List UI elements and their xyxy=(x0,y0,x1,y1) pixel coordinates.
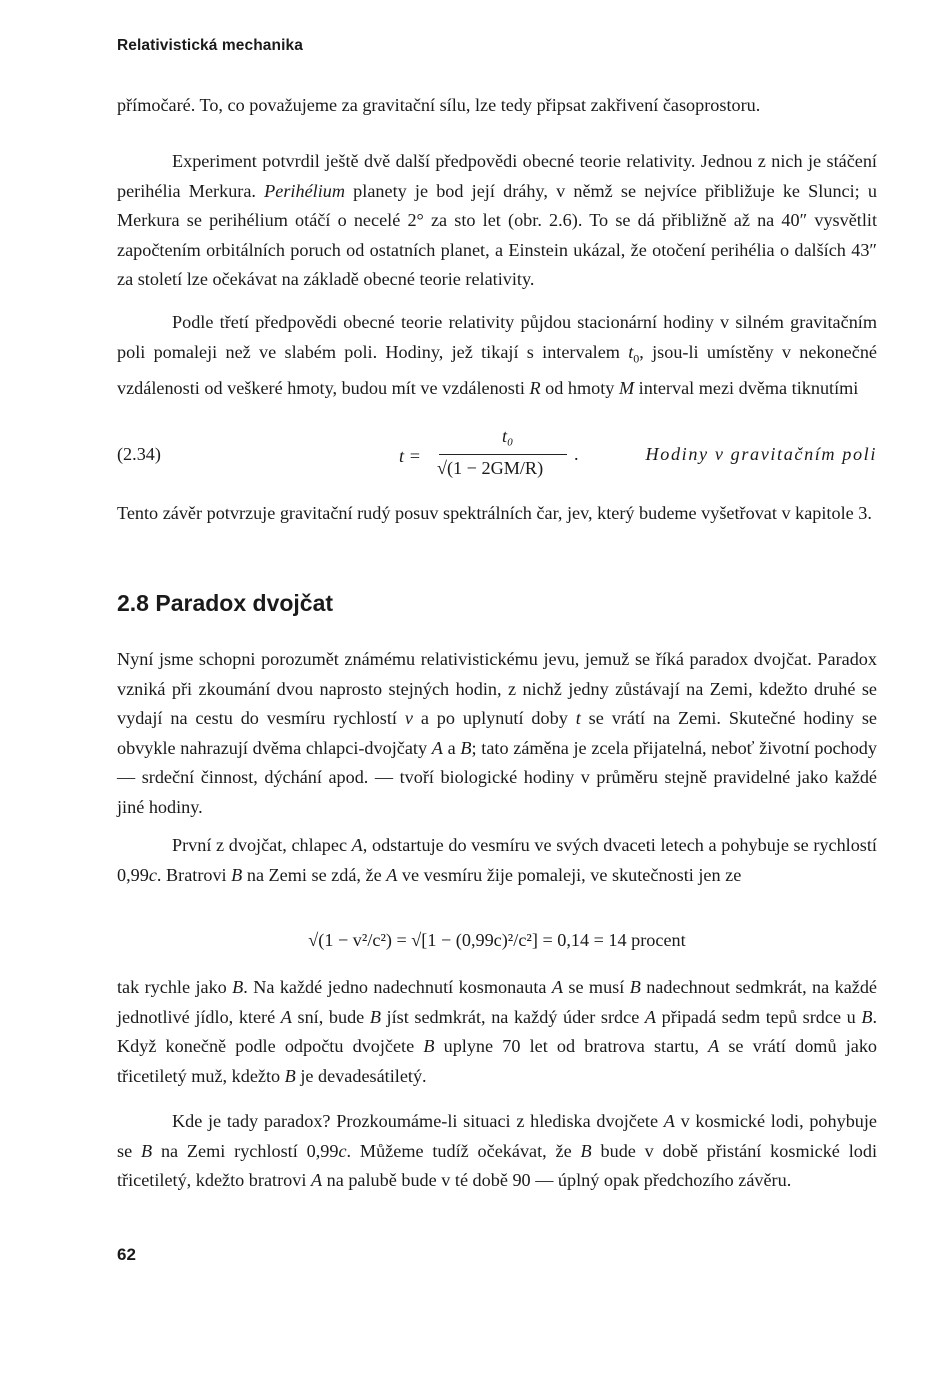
paragraph-4: Tento závěr potvrzuje gravitační rudý posuv spektrálních čar, jev, který budeme vyšetřovat v kapitole 3. xyxy=(117,503,872,523)
equation-number: (2.34) xyxy=(117,444,161,464)
equation-denominator: √(1 − 2GM/R) xyxy=(437,458,544,478)
term-perihelium: Perihélium xyxy=(264,180,345,201)
equation-2-34 xyxy=(117,426,877,494)
paragraph-3: Podle třetí předpovědi obecné teorie relativity půjdou stacionární hodiny v silném gravitačním poli pomaleji než ve slabém poli. Hodiny, jež tikají s intervalem $t_0$, jsou-li umístěny v nekonečné vzdálenosti od veškeré hmoty, budou mít ve vzdálenosti R od hmoty M interval mezi dvěma tiknutími xyxy=(117,312,877,398)
equation-lhs: t = xyxy=(399,446,421,466)
paragraph-1: přímočaré. To, co považujeme za gravitační sílu, lze tedy připsat zakřivení časoprostoru. xyxy=(117,95,761,115)
paragraph-5: Nyní jsme schopni porozumět známému relativistickému jevu, jemuž se říká paradox dvojčat. Paradox vzniká při zkoumání dvou naprosto stejných hodin, z nichž jedny zůstávají na Zemi, kdežto druhé se vydají na cestu do vesmíru rychlostí v a po uplynutí doby t se vrátí na Zemi. Skutečné hodiny se obvykle nahrazují dvěma chlapci-dvojčaty A a B; tato záměna je zcela přijatelná, neboť životní pochody — srdeční činnost, dýchání apod. — tvoří biologické hodiny v průměru stejně pravidelné jako každé jiné hodiny. xyxy=(117,649,877,817)
equation-numerator: t₀ xyxy=(502,426,514,446)
paragraph-6: První z dvojčat, chlapec A, odstartuje do vesmíru ve svých dvaceti letech a pohybuje se rychlostí 0,99c. Bratrovi B na Zemi se zdá, že A ve vesmíru žije pomaleji, ve skutečnosti jen ze xyxy=(117,835,877,885)
section-heading: 2.8 Paradox dvojčat xyxy=(117,590,334,616)
paragraph-7: tak rychle jako B. Na každé jedno nadechnutí kosmonauta A se musí B nadechnout sedmkrát, na každé jednotlivé jídlo, které A sní, bude B jíst sedmkrát, na každý úder srdce A připadá sedm tepů srdce u B. Když konečně podle odpočtu dvojčete B uplyne 70 let od bratrova startu, A se vrátí domů jako třicetiletý muž, kdežto B je devadesátiletý. xyxy=(117,977,878,1086)
inline-equation: √(1 − v²/c²) = √[1 − (0,99c)²/c²] = 0,14 = 14 procent xyxy=(308,930,686,950)
equation-period: . xyxy=(574,444,579,464)
equation-caption: Hodiny v gravitačním poli xyxy=(645,444,877,464)
equation-fraction xyxy=(399,426,599,494)
paragraph-2: Experiment potvrdil ještě dvě další předpovědi obecné teorie relativity. Jednou z nich je stáčení perihélia Merkura. Perihélium planety je bod její dráhy, v němž se nejvíce přibližuje ke Slunci; u Merkura se perihélium otáčí o necelé 2° za sto let (obr. 2.6). To se dá přibližně až na 40″ vysvětlit započtením orbitálních poruch od ostatních planet, a Einstein ukázal, že otočení perihélia o dalších 43″ za století lze očekávat na základě obecné teorie relativity. xyxy=(117,151,877,289)
page-number: 62 xyxy=(117,1245,136,1264)
paragraph-8: Kde je tady paradox? Prozkoumáme-li situaci z hlediska dvojčete A v kosmické lodi, pohybuje se B na Zemi rychlostí 0,99c. Můžeme tudíž očekávat, že B bude v době přistání kosmické lodi třicetiletý, kdežto bratrovi A na palubě bude v té době 90 — úplný opak předchozího závěru. xyxy=(117,1111,878,1190)
fraction-bar xyxy=(439,454,567,455)
running-head: Relativistická mechanika xyxy=(117,37,303,54)
